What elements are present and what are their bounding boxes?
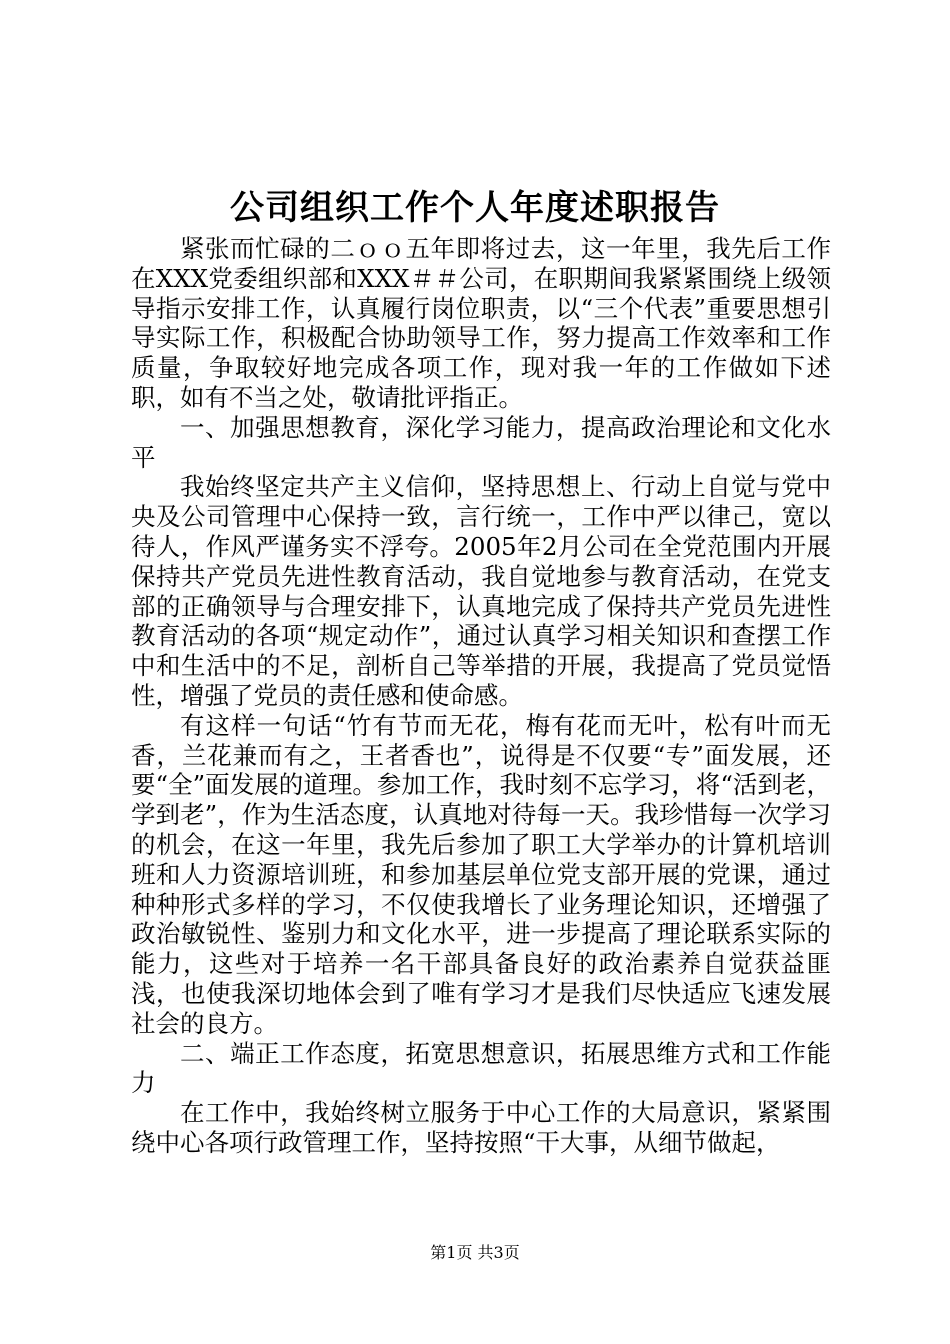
document-title: 公司组织工作个人年度述职报告	[230, 188, 720, 228]
page-footer: 第1页 共3页	[430, 1243, 520, 1262]
section-heading-2: 二、端正工作态度，拓宽思想意识，拓展思维方式和工作能力	[131, 1038, 831, 1098]
section-heading-1: 一、加强思想教育，深化学习能力，提高政治理论和文化水平	[131, 412, 831, 472]
paragraph-work: 在工作中，我始终树立服务于中心工作的大局意识，紧紧围绕中心各项行政管理工作，坚持按照“干大事，从细节做起，	[131, 1098, 831, 1157]
paragraph-belief: 我始终坚定共产主义信仰，坚持思想上、行动上自觉与党中央及公司管理中心保持一致，言行统一，工作中严以律己，宽以待人，作风严谨务实不浮夸。2005年2月公司在全党范围内开展保持共产党员先进性教育活动，我自觉地参与教育活动，在党支部的正确领导与合理安排下，认真地完成了保持共产党员先进性教育活动的各项“规定动作”，通过认真学习相关知识和查摆工作中和生活中的不足，剖析自己等举措的开展，我提高了党员觉悟性，增强了党员的责任感和使命感。	[131, 472, 831, 710]
paragraph-intro: 紧张而忙碌的二ｏｏ五年即将过去，这一年里，我先后工作在XXX党委组织部和XXX＃＃公司，在职期间我紧紧围绕上级领导指示安排工作，认真履行岗位职责，以“三个代表”重要思想引导实际工作，积极配合协助领导工作，努力提高工作效率和工作质量，争取较好地完成各项工作，现对我一年的工作做如下述职，如有不当之处，敬请批评指正。	[131, 234, 831, 412]
document-body	[131, 234, 831, 1158]
paragraph-learning: 有这样一句话“竹有节而无花，梅有花而无叶，松有叶而无香，兰花兼而有之，王者香也”，说得是不仅要“专”面发展，还要“全”面发展的道理。参加工作，我时刻不忘学习，将“活到老，学到老”，作为生活态度，认真地对待每一天。我珍惜每一次学习的机会，在这一年里，我先后参加了职工大学举办的计算机培训班和人力资源培训班，和参加基层单位党支部开展的党课，通过种种形式多样的学习，不仅使我增长了业务理论知识，还增强了政治敏锐性、鉴别力和文化水平，进一步提高了理论联系实际的能力，这些对于培养一名干部具备良好的政治素养自觉获益匪浅，也使我深切地体会到了唯有学习才是我们尽快适应飞速发展社会的良方。	[131, 710, 831, 1038]
